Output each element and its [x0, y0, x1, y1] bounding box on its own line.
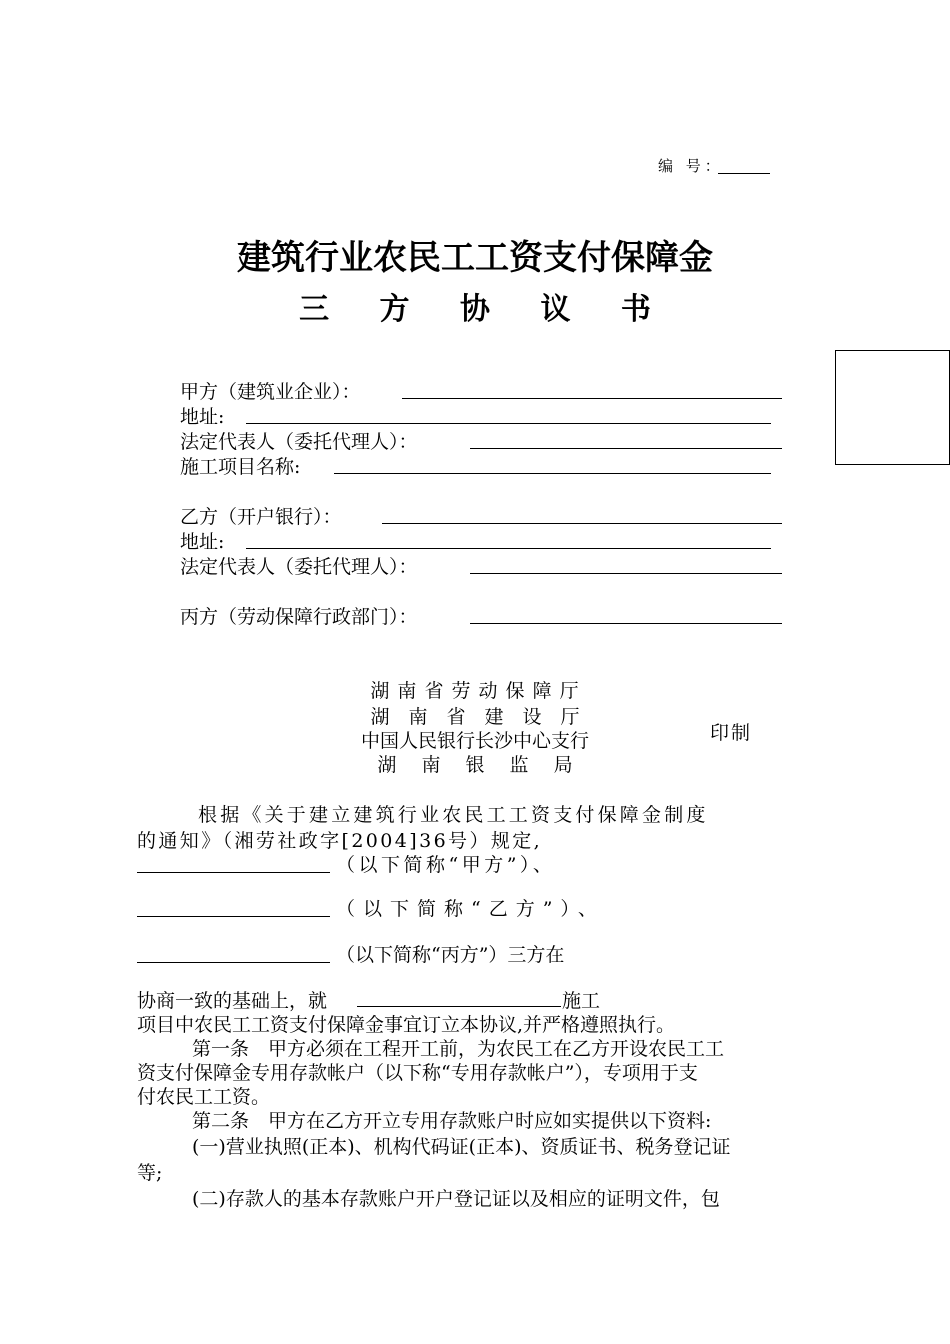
ref-a-blank[interactable] — [137, 872, 330, 873]
article-1-line-3: 付农民工工资。 — [137, 1086, 271, 1108]
article-2-item-1-line-2: 等; — [137, 1162, 163, 1184]
document-title: 建筑行业农民工工资支付保障金 — [237, 238, 713, 278]
ref-b-text: （以下简称“乙方”）、 — [336, 898, 605, 920]
article-2-item-1-line-1: (一)营业执照(正本)、机构代码证(正本)、资质证书、税务登记证 — [192, 1136, 731, 1158]
article-1-line-1: 第一条 甲方必须在工程开工前，为农民工在乙方开设农民工工 — [192, 1038, 725, 1060]
intro-line-1: 根据《关于建立建筑行业农民工工资支付保障金制度 — [198, 804, 709, 826]
project-name-label: 施工项目名称: — [180, 456, 301, 478]
issuer-4: 湖 南 银 监 局 — [377, 754, 573, 776]
ref-a-text: （以下简称“甲方”）、 — [336, 854, 556, 876]
consult-line-2: 项目中农民工工资支付保障金事宜订立本协议,并严格遵照执行。 — [137, 1014, 676, 1036]
consult-blank[interactable] — [357, 1006, 561, 1007]
issuer-2: 湖 南 省 建 设 厅 — [370, 706, 580, 728]
article-2-line-1: 第二条 甲方在乙方开立专用存款账户时应如实提供以下资料: — [192, 1110, 712, 1132]
serial-number-label: 编 号： — [658, 157, 724, 175]
intro-line-2: 的通知》（湘劳社政字[2004]36号）规定, — [137, 830, 543, 852]
serial-number-blank[interactable] — [718, 173, 770, 174]
imprint-label: 印制 — [710, 722, 753, 744]
party-a-label: 甲方（建筑业企业）： — [180, 381, 361, 403]
ref-b-blank[interactable] — [137, 916, 330, 917]
party-a-rep-blank[interactable] — [470, 448, 782, 449]
article-2-item-2-line-1: (二)存款人的基本存款账户开户登记证以及相应的证明文件，包 — [192, 1188, 720, 1210]
party-a-rep-label: 法定代表人（委托代理人）： — [180, 431, 418, 453]
party-c-blank[interactable] — [470, 623, 782, 624]
party-b-address-label: 地址: — [180, 531, 225, 553]
issuer-3: 中国人民银行长沙中心支行 — [360, 730, 589, 752]
party-a-blank[interactable] — [402, 398, 782, 399]
project-name-blank[interactable] — [334, 473, 771, 474]
ref-c-blank[interactable] — [137, 962, 330, 963]
consult-suffix: 施工 — [562, 990, 601, 1012]
article-1-line-2: 资支付保障金专用存款帐户（以下称“专用存款帐户”），专项用于支 — [137, 1062, 698, 1084]
party-b-label: 乙方（开户银行）： — [180, 506, 342, 528]
party-b-address-blank[interactable] — [246, 548, 771, 549]
consult-prefix: 协商一致的基础上，就 — [137, 990, 328, 1012]
party-a-address-blank[interactable] — [246, 423, 771, 424]
document-subtitle: 三 方 协 议 书 — [299, 292, 671, 327]
party-b-rep-blank[interactable] — [470, 573, 782, 574]
party-a-address-label: 地址: — [180, 406, 225, 428]
party-b-rep-label: 法定代表人（委托代理人）： — [180, 556, 418, 578]
party-b-blank[interactable] — [382, 523, 782, 524]
stamp-box — [835, 350, 950, 465]
ref-c-text: （以下简称“丙方”）三方在 — [336, 944, 565, 966]
issuer-1: 湖 南 省 劳 动 保 障 厅 — [370, 680, 580, 702]
party-c-label: 丙方（劳动保障行政部门）： — [180, 606, 418, 628]
